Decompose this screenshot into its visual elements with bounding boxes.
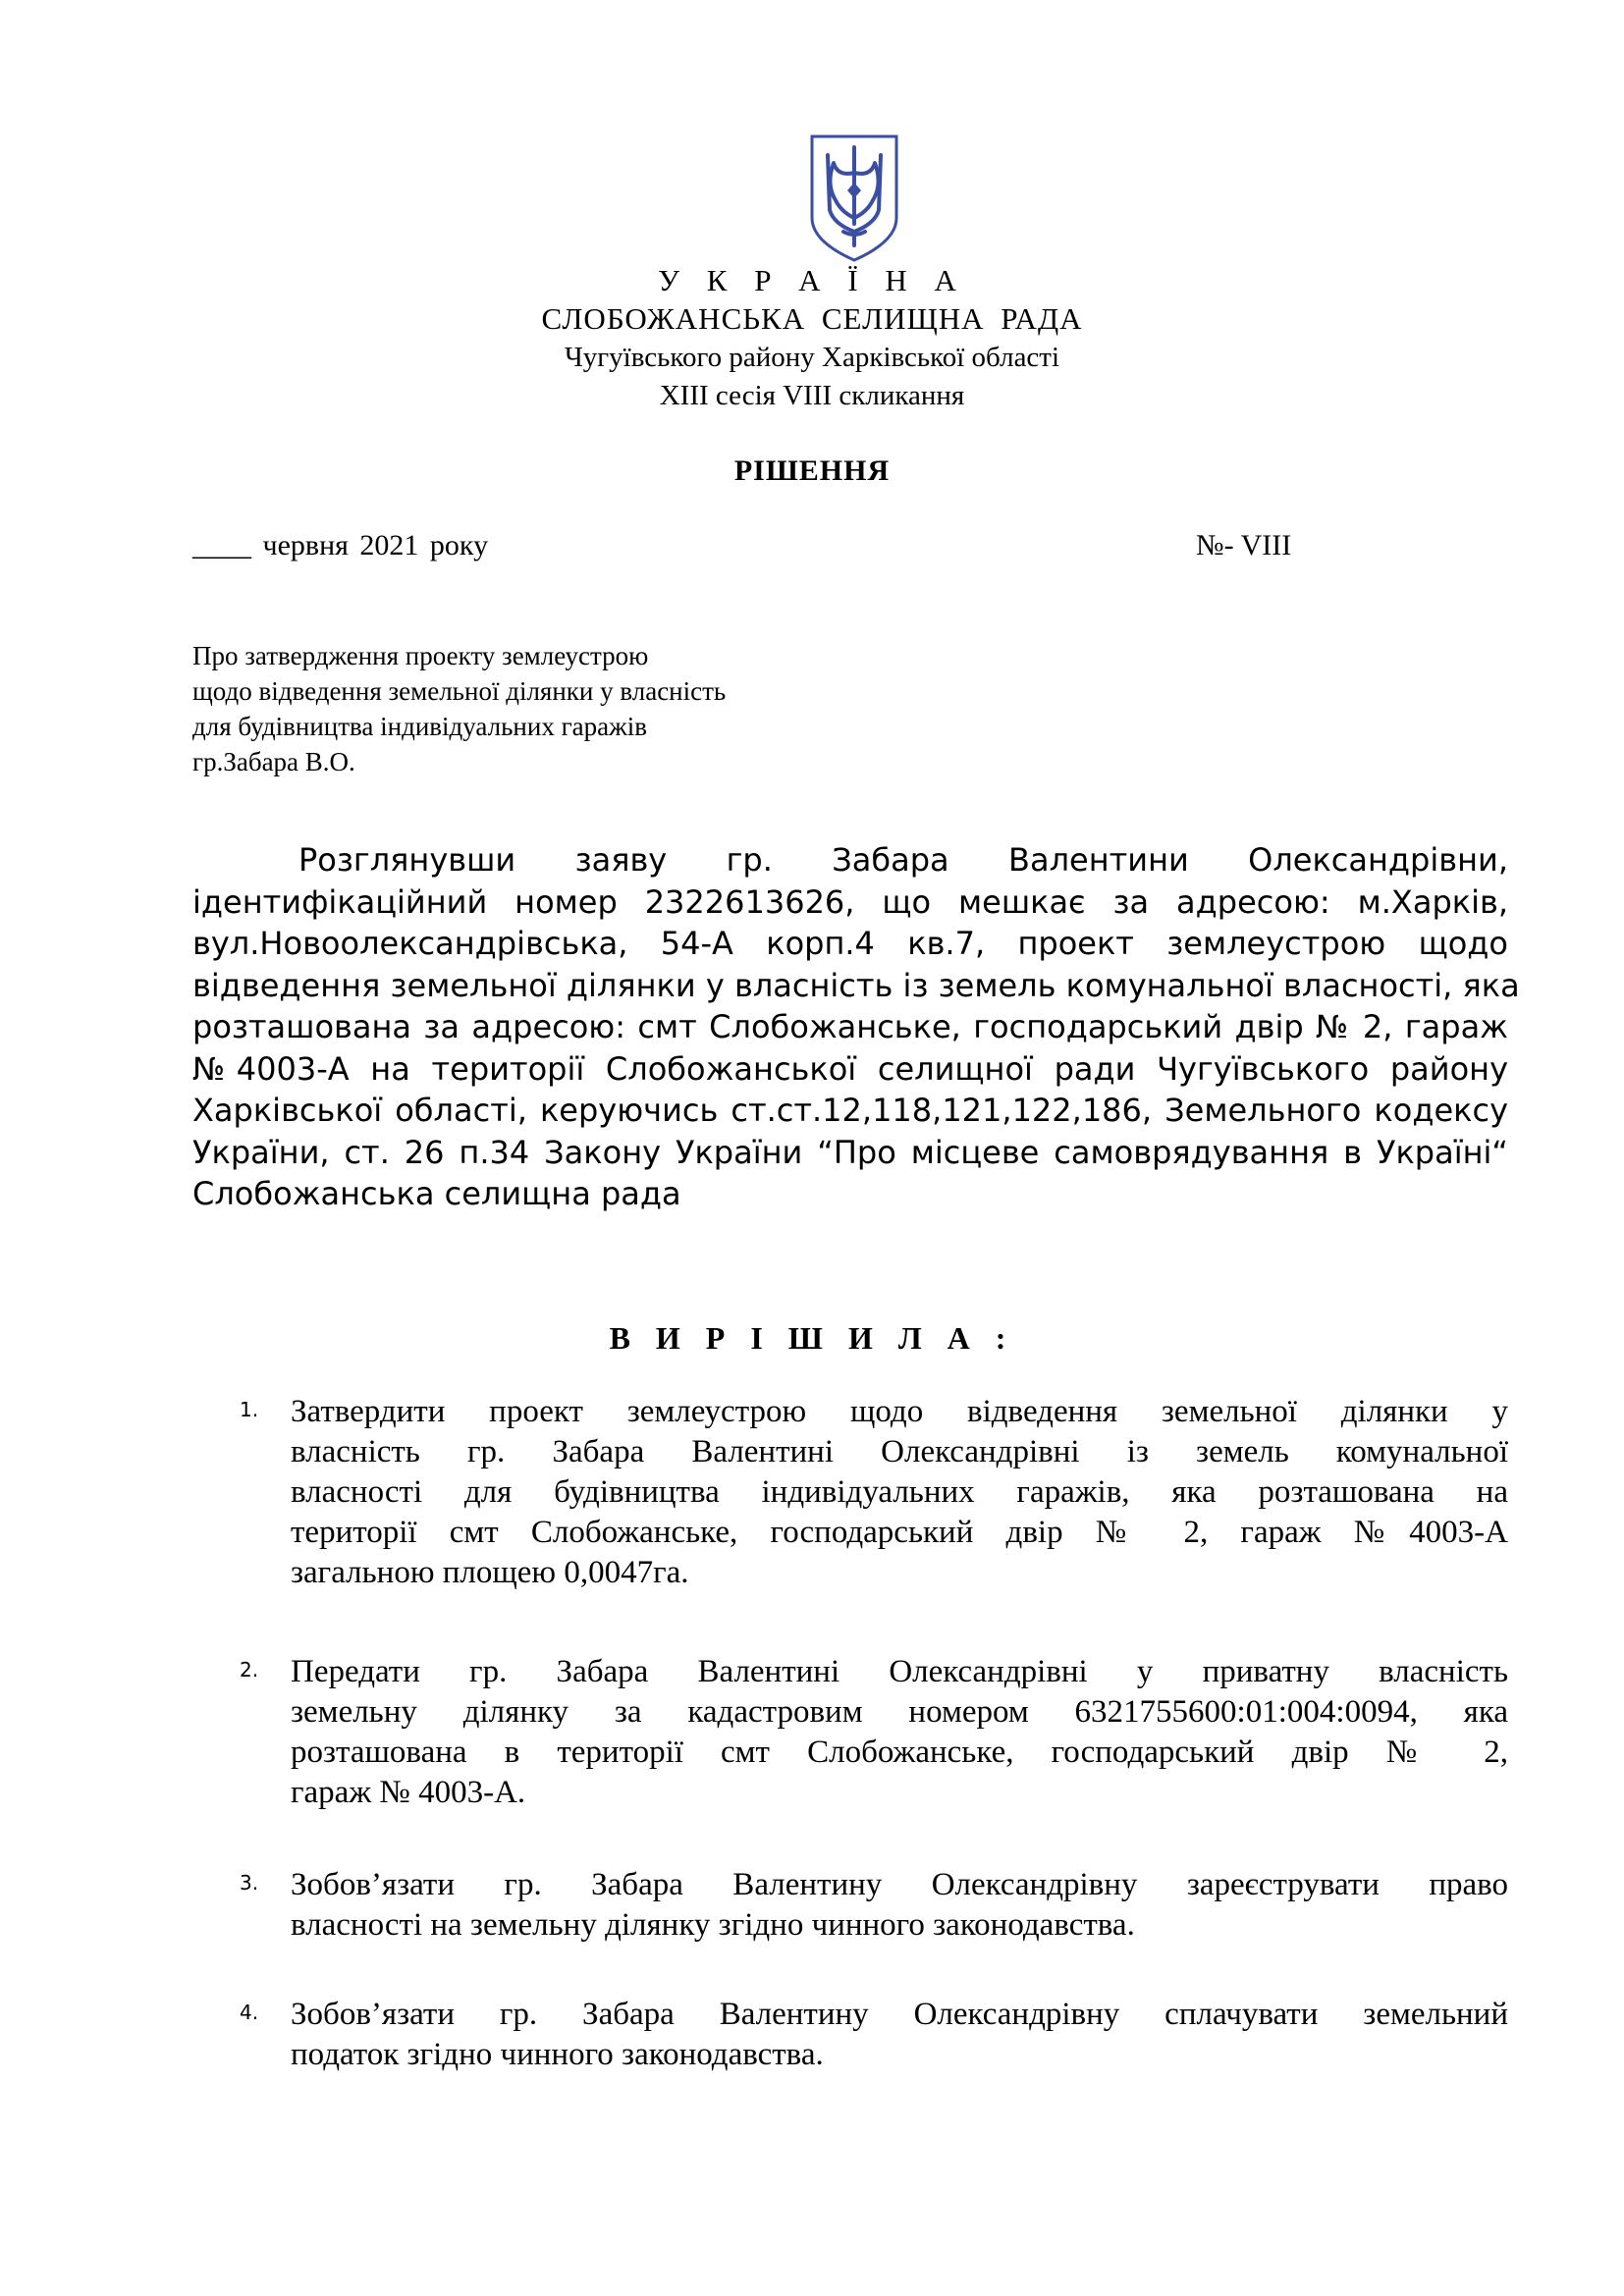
subject-line: Про затвердження проекту землеустрою (192, 641, 649, 670)
list-item-text (291, 1865, 1508, 1946)
preamble-line: вул.Новоолександрівська, 54-А корп.4 кв.7, проект землеустрою щодо (192, 925, 1508, 962)
preamble-line: Слобожанська селищна рада (192, 1175, 681, 1212)
resolved-heading: В И Р І Ш И Л А : (609, 1320, 1015, 1356)
item-line: земельну ділянку за кадастровим номером 6321755600:01:004:0094, яка (291, 1694, 1508, 1730)
list-item (240, 1652, 1508, 1813)
decision-number: №- VIII (1196, 529, 1292, 561)
list-item-text (291, 1995, 1508, 2075)
item-line: Затвердити проект землеустрою щодо відведення земельної ділянки у (291, 1394, 1508, 1429)
decision-date: ____ червня 2021 року (192, 529, 489, 561)
subject-line: для будівництва індивідуальних гаражів (192, 712, 648, 741)
item-line: власність гр. Забара Валентині Олександрівні із земель комунальної (291, 1434, 1508, 1469)
header-country: У К Р А Ї Н А (658, 263, 966, 297)
decision-subject (192, 638, 726, 779)
list-item-number: 1. (240, 1398, 259, 1421)
list-item-number: 4. (240, 2001, 259, 2024)
preamble-line: Харківської області, керуючись ст.ст.12,118,121,122,186, Земельного кодексу (192, 1092, 1508, 1129)
item-line: Зобов’язати гр. Забара Валентину Олександрівну зареєструвати право (291, 1867, 1508, 1902)
item-line: власності для будівництва індивідуальних гаражів, яка розташована на (291, 1474, 1508, 1510)
subject-line: гр.Забара В.О. (192, 747, 355, 776)
item-line: території смт Слобожанське, господарський двір № 2, гараж №4003-А (291, 1515, 1508, 1550)
header-session: XIII сесія VIII скликання (659, 380, 965, 411)
document-title: РІШЕННЯ (733, 454, 891, 487)
item-line: власності на земельну ділянку згідно чинного законодавства. (291, 1907, 1135, 1943)
item-line: гараж № 4003-А. (291, 1775, 526, 1810)
item-line: загальною площею 0,0047га. (291, 1555, 689, 1590)
subject-line: щодо відведення земельної ділянки у власність (192, 676, 727, 706)
preamble-paragraph (192, 839, 1520, 1215)
list-item-number: 2. (240, 1658, 259, 1682)
list-item (240, 1865, 1508, 1946)
header-council-name: СЛОБОЖАНСЬКА СЕЛИЩНА РАДА (541, 301, 1083, 336)
preamble-line: Розглянувши заяву гр. Забара Валентини Олександрівни, (298, 841, 1508, 879)
list-item (240, 1392, 1508, 1593)
list-item-text (291, 1392, 1508, 1593)
preamble-line: України, ст. 26 п.34 Закону України “Про місцеве самоврядування в Україні“ (192, 1133, 1508, 1171)
item-line: Зобов’язати гр. Забара Валентину Олександрівну сплачувати земельний (291, 1997, 1508, 2032)
list-item-text (291, 1652, 1508, 1813)
header-district: Чугуївського району Харківської області (564, 342, 1060, 373)
item-line: податок згідно чинного законодавства. (291, 2037, 824, 2072)
preamble-line: №4003-А на території Слобожанської селищної ради Чугуївського району (192, 1049, 1508, 1088)
preamble-line: ідентифікаційний номер 2322613626, що мешкає за адресою: м.Харків, (192, 882, 1508, 921)
list-item-number: 3. (240, 1871, 259, 1895)
item-line: розташована в території смт Слобожанське, господарський двір № 2, (291, 1735, 1508, 1770)
list-item (240, 1995, 1508, 2075)
preamble-line: відведення земельної ділянки у власність із земель комунальної власності, яка (192, 966, 1520, 1004)
preamble-line: розташована за адресою: смт Слобожанське, господарський двір № 2, гараж (192, 1008, 1508, 1045)
coat-of-arms-icon (808, 133, 900, 263)
item-line: Передати гр. Забара Валентині Олександрівні у приватну власність (291, 1654, 1508, 1689)
